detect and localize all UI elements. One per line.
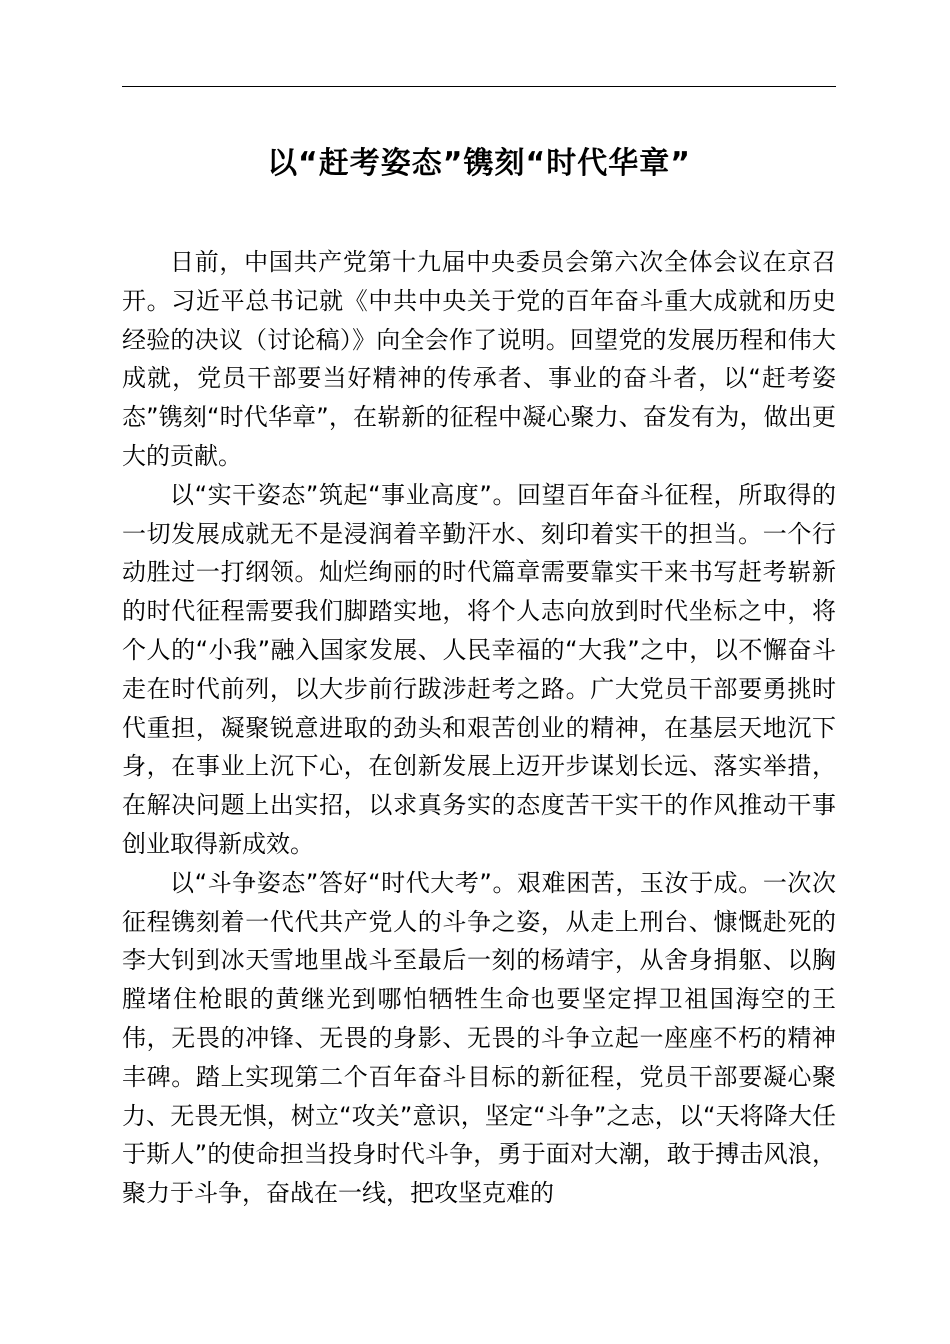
document-title: 以“赶考姿态”镌刻“时代华章” — [267, 146, 691, 181]
paragraph-1: 日前，中国共产党第十九届中央委员会第六次全体会议在京召开。习近平总书记就《中共中央关于党的百年奋斗重大成就和历史经验的决议（讨论稿）》向全会作了说明。回望党的发展历程和伟大成就，党员干部要当好精神的传承者、事业的奋斗者，以“赶考姿态”镌刻“时代华章”，在崭新的征程中凝心聚力、奋发有为，做出更大的贡献。 — [122, 248, 836, 470]
document-body — [122, 243, 836, 1213]
paragraph-3: 以“斗争姿态”答好“时代大考”。艰难困苦，玉汝于成。一次次征程镌刻着一代代共产党人的斗争之姿，从走上刑台、慷慨赴死的李大钊到冰天雪地里战斗至最后一刻的杨靖宇，从舍身捐躯、以胸膛堵住枪眼的黄继光到哪怕牺牲生命也要坚定捍卫祖国海空的王伟，无畏的冲锋、无畏的身影、无畏的斗争立起一座座不朽的精神丰碑。踏上实现第二个百年奋斗目标的新征程，党员干部要凝心聚力、无畏无惧，树立“攻关”意识，坚定“斗争”之志，以“天将降大任于斯人”的使命担当投身时代斗争，勇于面对大潮，敢于搏击风浪，聚力于斗争，奋战在一线，把攻坚克难的 — [122, 868, 836, 1208]
header-rule — [122, 86, 836, 87]
paragraph-2: 以“实干姿态”筑起“事业高度”。回望百年奋斗征程，所取得的一切发展成就无不是浸润着辛勤汗水、刻印着实干的担当。一个行动胜过一打纲领。灿烂绚丽的时代篇章需要靠实干来书写赶考崭新的时代征程需要我们脚踏实地，将个人志向放到时代坐标之中，将个人的“小我”融入国家发展、人民幸福的“大我”之中，以不懈奋斗走在时代前列，以大步前行跋涉赶考之路。广大党员干部要勇挑时代重担，凝聚锐意进取的劲头和艰苦创业的精神，在基层天地沉下身，在事业上沉下心，在创新发展上迈开步谋划长远、落实举措，在解决问题上出实招，以求真务实的态度苦干实干的作风推动干事创业取得新成效。 — [122, 480, 836, 858]
